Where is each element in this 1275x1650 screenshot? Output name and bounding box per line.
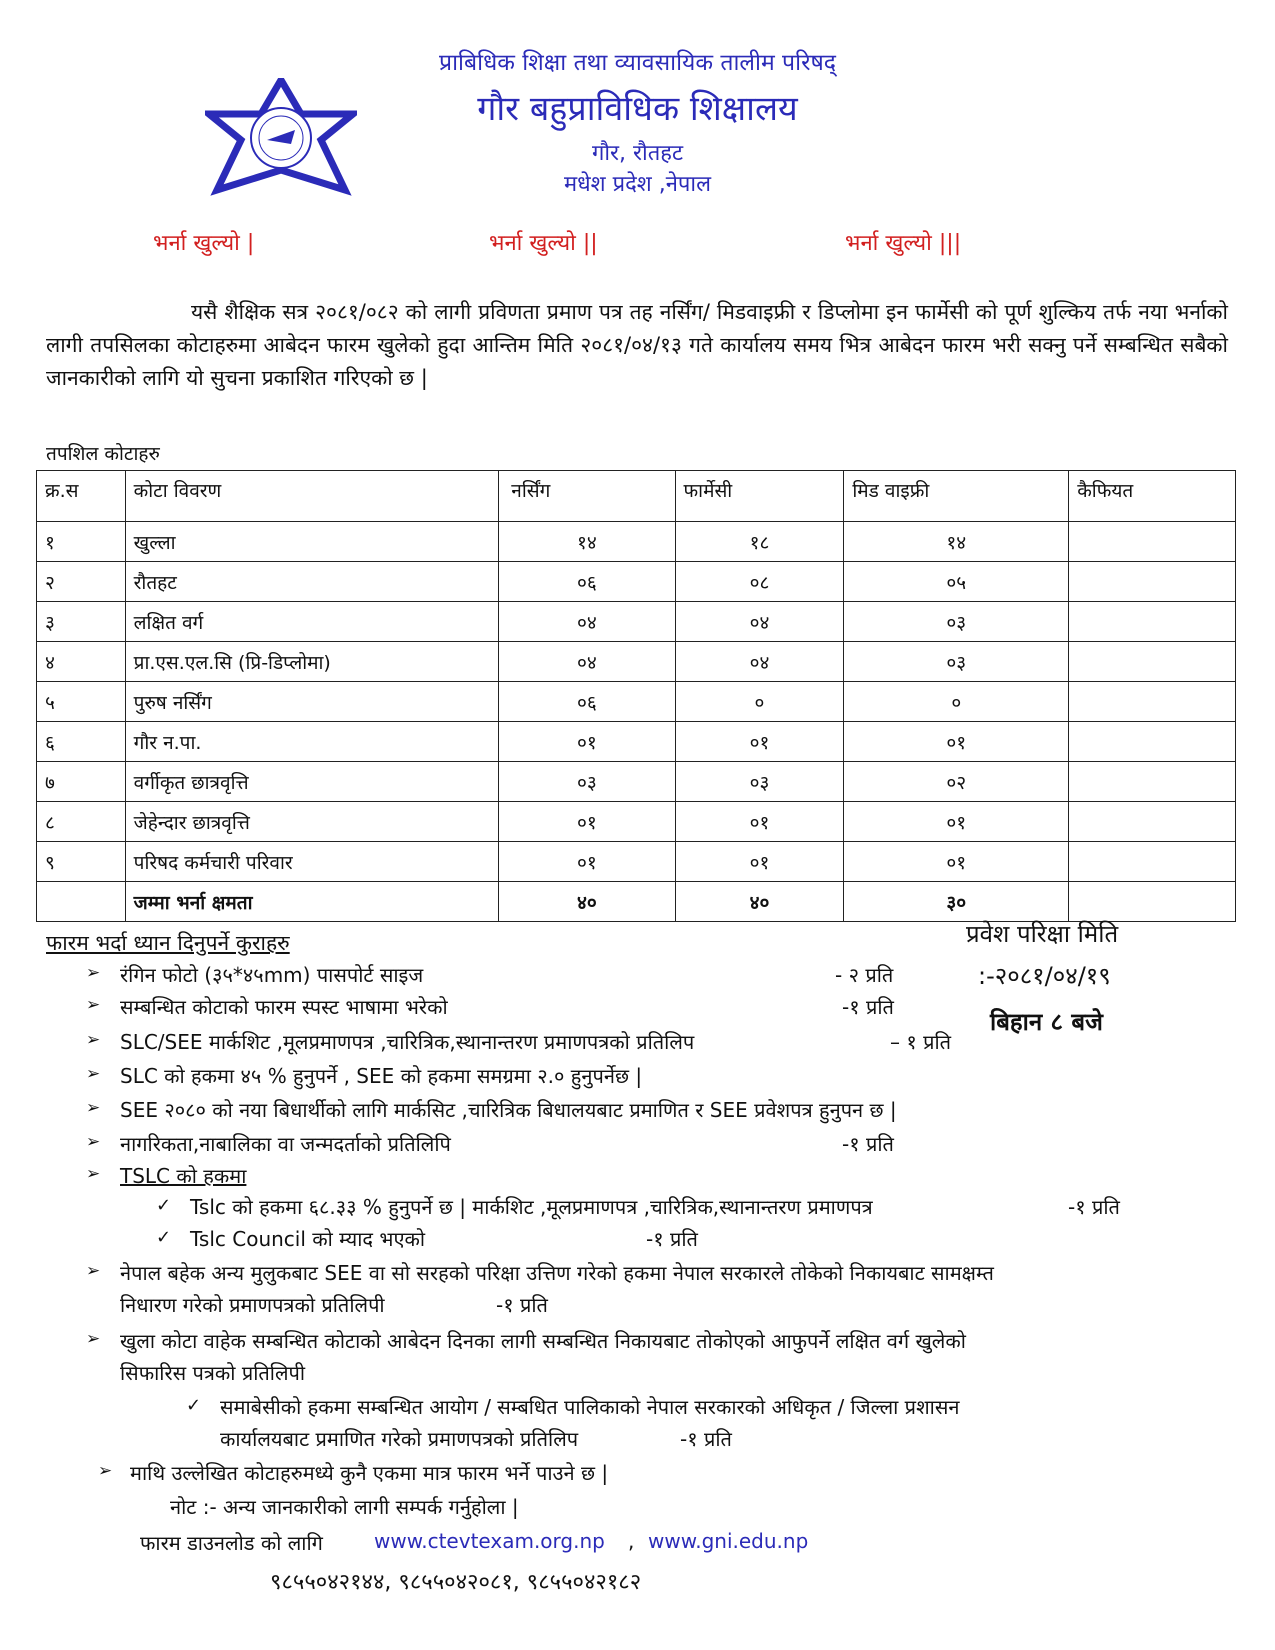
table-cell: ५ [37,682,126,722]
requirement-qty: -१ प्रति [842,995,894,1019]
notes-title: फारम भर्दा ध्यान दिनुपर्ने कुराहरु [46,931,290,955]
exam-date: :-२०८१/०४/१९ [978,962,1111,990]
table-cell: ४० [499,882,675,922]
requirement-qty: – १ प्रति [890,1030,952,1054]
table-cell: ०८ [675,562,844,602]
table-row [37,722,1236,762]
table-row [37,602,1236,642]
table-cell [1069,842,1236,882]
table-cell: ०१ [844,722,1069,762]
table-cell: ०५ [844,562,1069,602]
arrow-bullet-icon: ➢ [86,1132,101,1152]
quota-sub-line1: समाबेसीको हकमा सम्बन्धित आयोग / सम्बधित पालिकाको नेपाल सरकारको अधिकृत / जिल्ला प्रशासन [220,1395,960,1419]
only-one-note: माथि उल्लेखित कोटाहरुमध्ये कुनै एकमा मात्र फारम भर्ने पाउने छ | [130,1461,609,1485]
link-separator: , [628,1529,635,1553]
table-label: तपशिल कोटाहरु [46,443,160,465]
arrow-bullet-icon: ➢ [86,963,101,983]
table-cell: ० [844,682,1069,722]
quota-text-line1: खुला कोटा वाहेक सम्बन्धित कोटाको आबेदन दिनका लागी सम्बन्धित निकायबाट तोकोएको आफुपर्ने लक्षित वर्ग खुलेको [120,1329,966,1353]
table-cell: ०४ [675,602,844,642]
table-cell: ४ [37,642,126,682]
table-cell: १ [37,522,126,562]
table-row [37,682,1236,722]
table-cell: ०३ [844,602,1069,642]
table-row [37,522,1236,562]
table-cell: ०१ [499,722,675,762]
table-cell: ० [675,682,844,722]
requirement-qty: -१ प्रति [842,1132,894,1156]
table-cell: ०१ [675,722,844,762]
table-header-row [37,471,1236,522]
table-cell [1069,602,1236,642]
download-link-ctevt[interactable]: www.ctevtexam.org.np [374,1529,605,1553]
arrow-bullet-icon: ➢ [86,995,101,1015]
table-cell [1069,802,1236,842]
arrow-bullet-icon: ➢ [86,1030,101,1050]
arrow-bullet-icon: ➢ [86,1329,101,1349]
table-cell: ०४ [675,642,844,682]
table-cell: जेहेन्दार छात्रवृत्ति [125,802,499,842]
table-row [37,562,1236,602]
table-cell: गौर न.पा. [125,722,499,762]
table-cell: ०४ [499,642,675,682]
requirement-item: रंगिन फोटो (३५*४५mm) पासपोर्ट साइज [120,963,424,987]
phone-numbers: ९८५५०४२१४४, ९८५५०४२०८१, ९८५५०४२१८२ [270,1570,642,1595]
table-total-row [37,882,1236,922]
table-cell: परिषद कर्मचारी परिवार [125,842,499,882]
table-cell [37,882,126,922]
download-link-gni[interactable]: www.gni.edu.np [648,1529,809,1553]
quota-table [36,470,1236,922]
table-cell: ३ [37,602,126,642]
requirement-item: नागरिकता,नाबालिका वा जन्मदर्ताको प्रतिलिपि [120,1132,451,1156]
table-cell: २ [37,562,126,602]
quota-sub-qty: -१ प्रति [680,1427,732,1451]
table-cell [1069,642,1236,682]
table-row [37,802,1236,842]
table-cell: १८ [675,522,844,562]
table-cell: ०६ [499,682,675,722]
table-cell: ०३ [844,642,1069,682]
table-cell: १४ [499,522,675,562]
tslc-sub-qty: -१ प्रति [1068,1195,1120,1219]
table-cell [1069,682,1236,722]
table-cell: ०१ [499,842,675,882]
header-quota: कोटा विवरण [125,471,499,522]
check-bullet-icon: ✓ [156,1227,172,1248]
table-cell: खुल्ला [125,522,499,562]
college-name: गौर बहुप्राविधिक शिक्षालय [477,89,798,129]
header-nursing: नर्सिंग [499,471,675,522]
table-cell [1069,722,1236,762]
table-cell: ०२ [844,762,1069,802]
table-cell: लक्षित वर्ग [125,602,499,642]
arrow-bullet-icon: ➢ [86,1261,101,1281]
header-midwifery: मिड वाइफ्री [844,471,1069,522]
foreign-qty: -१ प्रति [496,1293,548,1317]
requirement-item: SLC को हकमा ४५ % हुनुपर्ने , SEE को हकमा समग्रमा २.० हुनुपर्नेछ | [120,1064,643,1088]
table-row [37,762,1236,802]
table-cell: ०१ [844,802,1069,842]
quota-text-line2: सिफारिस पत्रको प्रतिलिपी [120,1361,306,1385]
table-cell: १४ [844,522,1069,562]
admission-open-2: भर्ना खुल्यो || [489,231,598,256]
table-cell: पुरुष नर्सिंग [125,682,499,722]
table-cell: ०३ [675,762,844,802]
admission-open-3: भर्ना खुल्यो ||| [845,231,962,256]
requirement-item: सम्बन्धित कोटाको फारम स्पस्ट भाषामा भरेको [120,995,448,1019]
requirement-qty: - २ प्रति [835,963,894,987]
table-cell: ०४ [499,602,675,642]
arrow-bullet-icon: ➢ [86,1098,101,1118]
table-cell: ०१ [499,802,675,842]
table-cell [1069,762,1236,802]
arrow-bullet-icon: ➢ [86,1064,101,1084]
header-pharmacy: फार्मेसी [675,471,844,522]
arrow-bullet-icon: ➢ [98,1461,113,1481]
foreign-text-line2: निधारण गरेको प्रमाणपत्रको प्रतिलिपी [120,1293,385,1317]
check-bullet-icon: ✓ [156,1195,172,1216]
table-cell: ०१ [675,842,844,882]
tslc-sub-item: Tslc को हकमा ६८.३३ % हुनुपर्ने छ | मार्कशिट ,मूलप्रमाणपत्र ,चारित्रिक,स्थानान्तरण प्रमाणपत्र [190,1195,873,1219]
table-cell: वर्गीकृत छात्रवृत्ति [125,762,499,802]
tslc-sub-qty: -१ प्रति [646,1227,698,1251]
table-cell: जम्मा भर्ना क्षमता [125,882,499,922]
table-row [37,842,1236,882]
exam-time: बिहान ८ बजे [990,1008,1103,1036]
table-cell: ०१ [675,802,844,842]
council-name: प्राबिधिक शिक्षा तथा व्यावसायिक तालीम परिषद् [439,50,836,76]
exam-title: प्रवेश परिक्षा मिति [966,920,1119,948]
requirement-item: SLC/SEE मार्कशिट ,मूलप्रमाणपत्र ,चारित्रिक,स्थानान्तरण प्रमाणपत्रको प्रतिलिप [120,1030,695,1054]
download-label: फारम डाउनलोड को लागि [140,1531,323,1555]
intro-paragraph: यसै शैक्षिक सत्र २०८१/०८२ को लागी प्रविणता प्रमाण पत्र तह नर्सिंग/ मिडवाइफ्री र डिप्लोमा इन फार्मेसी को पूर्ण शुल्किय तर्फ नया भर्नाको लागी तपसिलका कोटाहरुमा आबेदन फारम खुलेको हुदा आन्तिम मिति २०८१/०४/१३ गते कार्यालय समय भित्र आबेदन फारम भरी सक्नु पर्ने सम्बन्धित सबैको जानकारीको लागि यो सुचना प्रकाशित गरिएको छ | [46,300,1228,390]
quota-sub-line2: कार्यालयबाट प्रमाणित गरेको प्रमाणपत्रको प्रतिलिप [220,1427,579,1451]
table-cell: ९ [37,842,126,882]
table-cell: ३० [844,882,1069,922]
requirement-item: TSLC को हकमा [120,1164,247,1188]
table-cell: ७ [37,762,126,802]
table-cell: रौतहट [125,562,499,602]
table-cell [1069,522,1236,562]
table-cell: ०६ [499,562,675,602]
admission-open-1: भर्ना खुल्यो | [153,231,255,256]
college-address: गौर, रौतहट [591,141,684,166]
contact-note: नोट :- अन्य जानकारीको लागी सम्पर्क गर्नुहोला | [170,1495,519,1519]
table-cell [1069,882,1236,922]
table-row [37,642,1236,682]
table-cell [1069,562,1236,602]
table-cell: ०१ [844,842,1069,882]
header-sn: क्र.स [37,471,126,522]
header-remarks: कैफियत [1069,471,1236,522]
table-cell: ८ [37,802,126,842]
arrow-bullet-icon: ➢ [86,1164,101,1184]
table-cell: ४० [675,882,844,922]
table-cell: ६ [37,722,126,762]
foreign-text-line1: नेपाल बहेक अन्य मुलुकबाट SEE वा सो सरहको परिक्षा उत्तिण गरेको हकमा नेपाल सरकारले तोकेको निकायबाट सामक्षम्त [120,1261,994,1285]
check-bullet-icon: ✓ [186,1395,202,1416]
college-province: मधेश प्रदेश ,नेपाल [563,172,712,197]
table-cell: प्रा.एस.एल.सि (प्रि-डिप्लोमा) [125,642,499,682]
requirement-item: SEE २०८० को नया बिधार्थीको लागि मार्कसिट ,चारित्रिक बिधालयबाट प्रमाणित र SEE प्रवेशपत्र हुनुपन छ | [120,1098,897,1122]
table-cell: ०३ [499,762,675,802]
tslc-sub-item: Tslc Council को म्याद भएको [190,1227,426,1251]
